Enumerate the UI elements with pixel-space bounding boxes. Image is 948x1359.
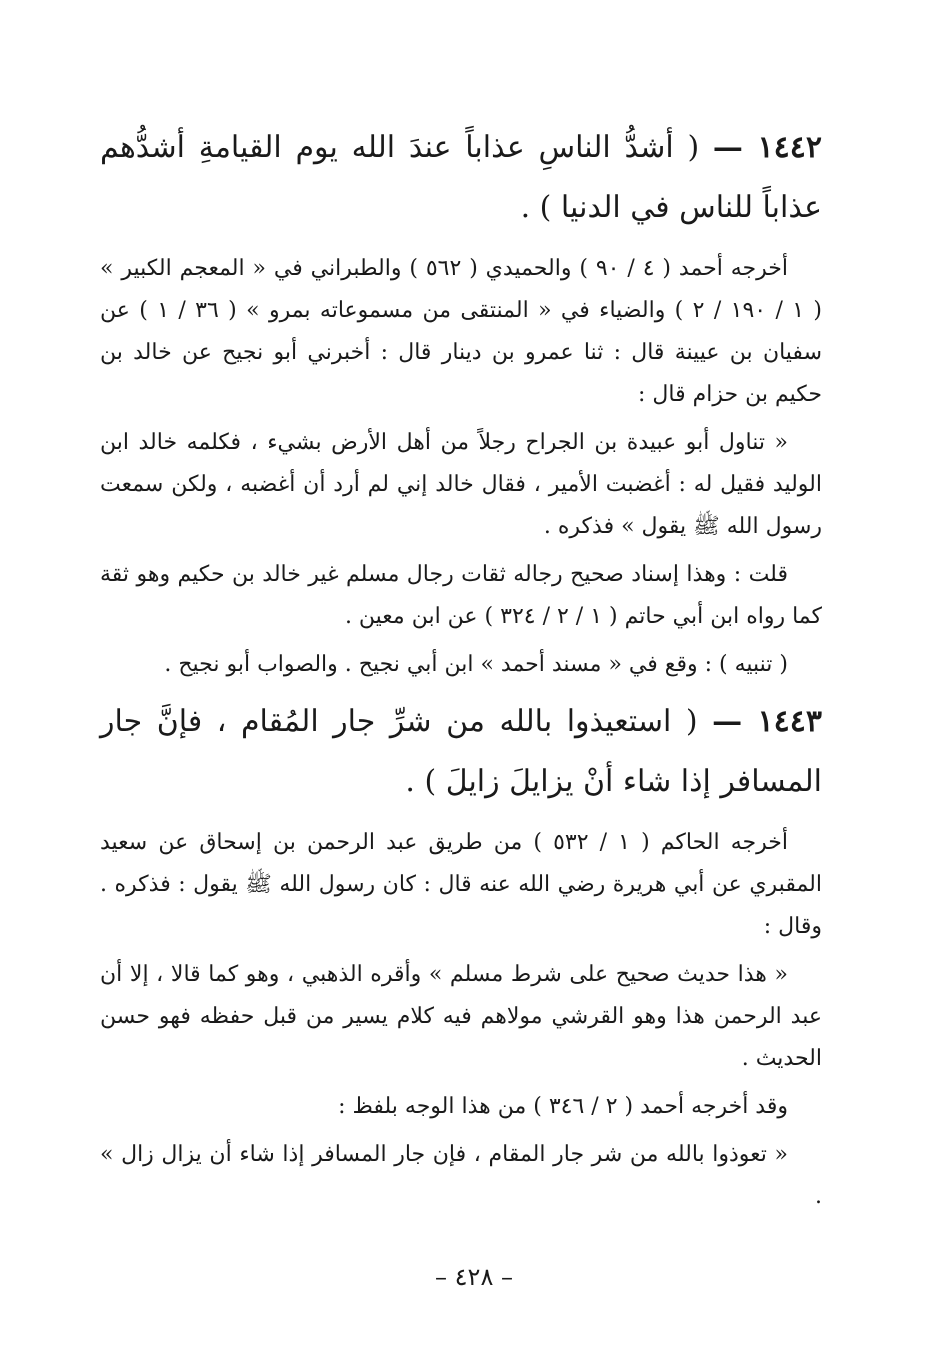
- takhrij-1443-paragraph-1: أخرجه الحاكم ( ١ / ٥٣٢ ) من طريق عبد الرحمن بن إسحاق عن سعيد المقبري عن أبي هريرة رضي الله عنه قال : كان رسول الله ﷺ يقول : فذكره . وقال :: [100, 830, 822, 939]
- takhrij-1443-quote: « هذا حديث صحيح على شرط مسلم » وأقره الذهبي ، وهو كما قالا ، إلا أن عبد الرحمن هذا وهو القرشي مولاهم فيه كلام يسير من قبل حفظه فهو حسن الحديث .: [100, 962, 822, 1071]
- takhrij-1442-quote: « تناول أبو عبيدة بن الجراح رجلاً من أهل الأرض بشيء ، فكلمه خالد ابن الوليد فقيل له : أغضبت الأمير ، فقال خالد إني لم أرد أن أغضبه ، ولكن سمعت رسول الله ﷺ يقول » فذكره .: [100, 430, 822, 539]
- page-number: – ٤٢٨ –: [435, 1263, 513, 1291]
- hadith-1442-number: ١٤٤٢ —: [712, 130, 822, 165]
- hadith-1443-text: ( استعيذوا بالله من شرِّ جار المُقام ، فإنَّ جار المسافر إذا شاء أنْ يزايلَ زايلَ ) .: [100, 704, 822, 799]
- hadith-1442-heading: [100, 118, 822, 238]
- takhrij-1442-paragraph-1: أخرجه أحمد ( ٤ / ٩٠ ) والحميدي ( ٥٦٢ ) والطبراني في « المعجم الكبير » ( ١ / ١٩٠ / ٢ ) والضياء في « المنتقى من مسموعاته بمرو » ( ٣٦ / ١ ) عن سفيان بن عيينة قال : ثنا عمرو بن دينار قال : أخبرني أبو نجيح عن خالد بن حكيم بن حزام قال :: [100, 256, 823, 407]
- hadith-1443-heading: [100, 692, 822, 812]
- takhrij-1443-variant: « تعوذوا بالله من شر جار المقام ، فإن جار المسافر إذا شاء أن يزال زال » .: [100, 1142, 822, 1209]
- page-body: [100, 118, 822, 1224]
- hadith-1442-text: ( أشدُّ الناسِ عذاباً عندَ الله يوم القيامةِ أشدُّهم عذاباً للناس في الدنيا ) .: [100, 130, 822, 225]
- takhrij-1442-warning: ( تنبيه ) : وقع في « مسند أحمد » ابن أبي نجيح . والصواب أبو نجيح .: [164, 652, 788, 677]
- takhrij-1443-note: وقد أخرجه أحمد ( ٢ / ٣٤٦ ) من هذا الوجه بلفظ :: [338, 1094, 788, 1119]
- hadith-1443-number: ١٤٤٣ —: [712, 704, 822, 739]
- takhrij-1442-note: قلت : وهذا إسناد صحيح رجاله ثقات رجال مسلم غير خالد بن حكيم وهو ثقة كما رواه ابن أبي حاتم ( ١ / ٢ / ٣٢٤ ) عن ابن معين .: [100, 562, 822, 629]
